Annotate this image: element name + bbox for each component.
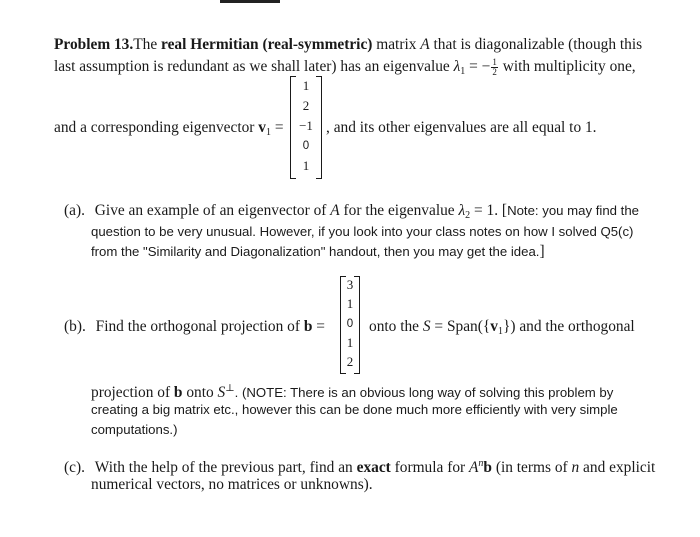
part-c-label: (c).: [64, 459, 85, 477]
problem-line-2: last assumption is redundant as we shall later) has an eigenvalue $\lambda_1$ = − $\frac{1}{2}$ with multiplicity one,: [54, 56, 636, 77]
part-a-line-3: from the "Similarity and Diagonalization" handout, then you may get the idea.]: [91, 243, 545, 260]
v1-entry-2: 2: [302, 98, 310, 113]
v1-entry-3: −1: [299, 118, 313, 133]
b-entry-4: 1: [346, 335, 354, 350]
part-a-line-1: (a). Give an example of an eigenvector of A for the eigenvalue $\lambda_2 = 1$. [Note: you may find the: [64, 202, 640, 221]
part-b-line-4: computations.): [91, 422, 178, 437]
part-a-label: (a).: [64, 202, 85, 219]
problem-line-3: and a corresponding eigenvector $v_1$ =: [54, 119, 284, 138]
b-entry-3: 0: [346, 318, 354, 330]
problem-number: Problem 13.: [54, 36, 134, 53]
problem-line-1: Problem 13.The real Hermitian (real-symmetric) matrix A that is diagonalizable (though this: [54, 36, 643, 53]
part-b-label: (b).: [64, 318, 86, 335]
b-entry-5: 2: [346, 354, 354, 369]
fraction-one-half: $\frac{1}{2}$: [492, 56, 497, 77]
v1-entry-1: 1: [302, 78, 310, 93]
part-b-line-2: projection of b onto S⊥. (NOTE: There is an obvious long way of solving this problem by: [91, 383, 614, 402]
b-entry-1: 3: [346, 277, 354, 292]
b-entry-2: 1: [346, 296, 354, 311]
part-a-line-2: question to be very unusual. However, if you look into your class notes on how I solved Q5(c): [91, 224, 634, 239]
v1-entry-5: 1: [302, 158, 310, 173]
problem-line-3-tail: , and its other eigenvalues are all equal to 1.: [326, 119, 597, 136]
part-c-line-1: (c). With the help of the previous part, find an exact formula for $A^nb$ (in terms of n and explicit: [64, 458, 656, 477]
part-c-line-2: numerical vectors, no matrices or unknowns).: [91, 476, 373, 493]
part-b-line-1: (b). Find the orthogonal projection of b =: [64, 318, 325, 335]
top-rule: [220, 0, 280, 3]
real-hermitian-term: real Hermitian (real-symmetric): [161, 36, 373, 53]
v1-entry-4: 0: [302, 140, 310, 152]
part-b-line-1-tail: onto the $S = Span(\{v_1\})$ and the orthogonal: [369, 318, 635, 337]
vector-b: [340, 276, 360, 374]
part-b-line-3: creating a big matrix etc., however this can be done much more efficiently with very simple: [91, 402, 618, 417]
vector-v1: [290, 76, 322, 179]
